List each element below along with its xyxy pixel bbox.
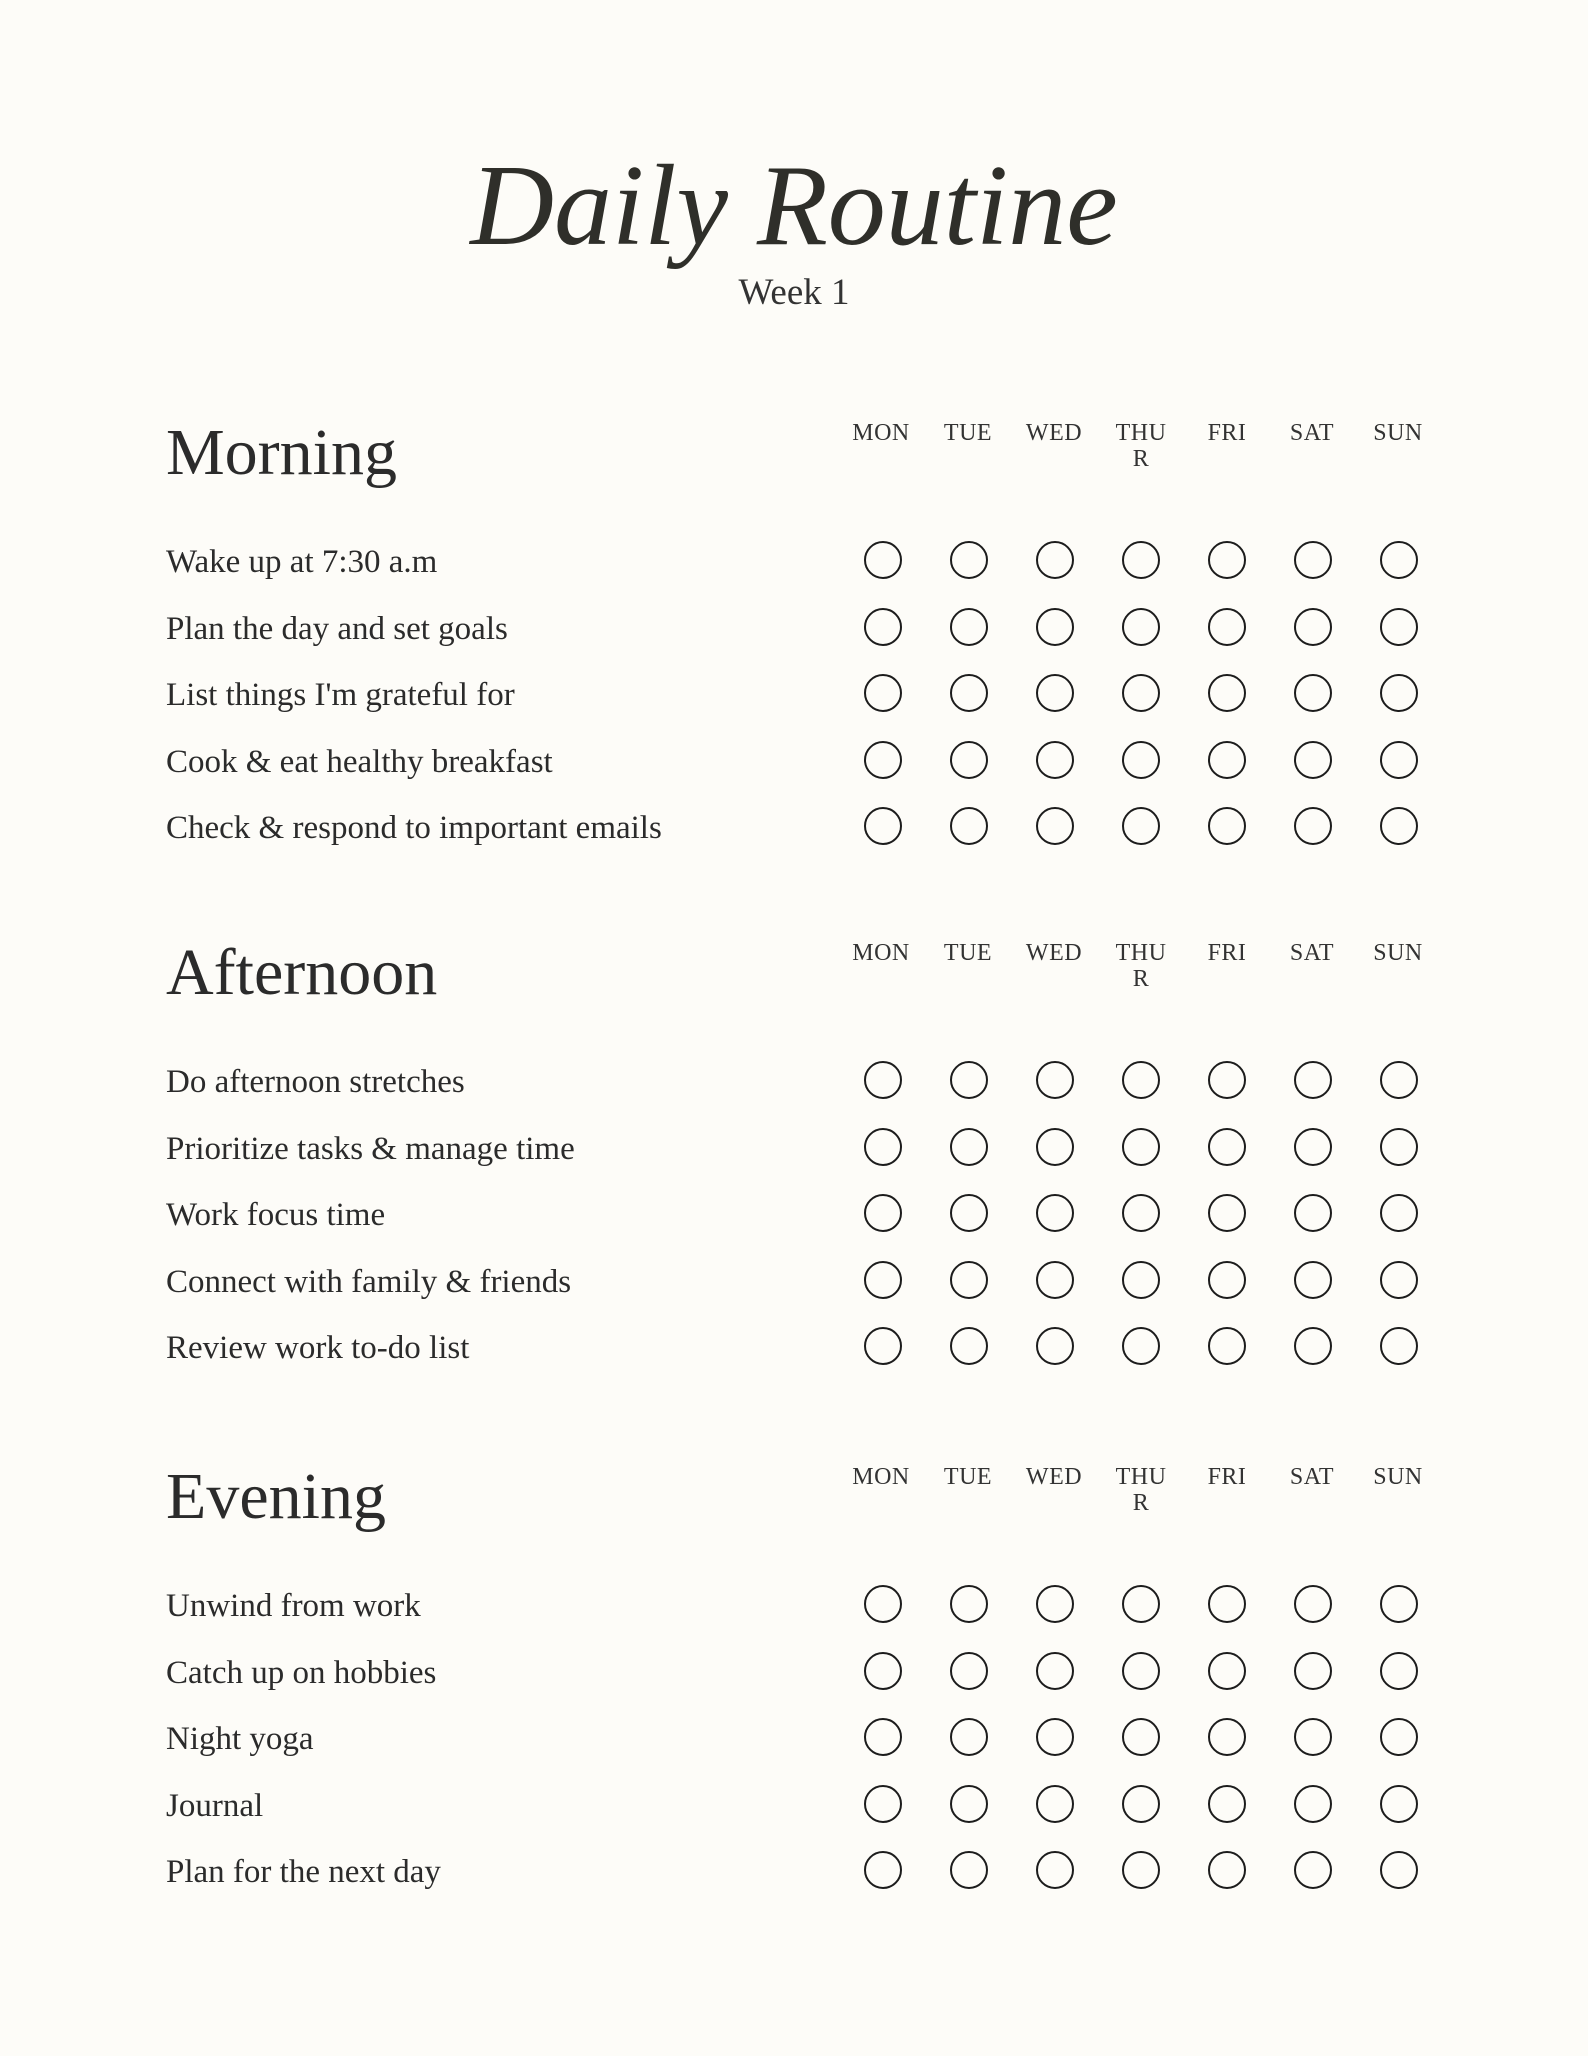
- day-label-wed: WED: [1025, 940, 1083, 966]
- day-label-sat: SAT: [1289, 1464, 1335, 1490]
- page-subtitle: Week 1: [738, 272, 850, 313]
- checkbox-thur[interactable]: [1122, 1194, 1160, 1232]
- checkbox-fri[interactable]: [1208, 1327, 1246, 1365]
- task-label: Cook & eat healthy breakfast: [166, 743, 553, 780]
- day-label-thur: THUR: [1115, 420, 1167, 472]
- day-label-thur: THUR: [1115, 940, 1167, 992]
- checkbox-sat[interactable]: [1294, 741, 1332, 779]
- checkbox-sun[interactable]: [1380, 1261, 1418, 1299]
- checkbox-fri[interactable]: [1208, 741, 1246, 779]
- checkbox-fri[interactable]: [1208, 1128, 1246, 1166]
- day-label-sun: SUN: [1373, 1464, 1423, 1490]
- checkbox-fri[interactable]: [1208, 1718, 1246, 1756]
- checkbox-sun[interactable]: [1380, 1718, 1418, 1756]
- checkbox-fri[interactable]: [1208, 674, 1246, 712]
- checkbox-tue[interactable]: [950, 1718, 988, 1756]
- checkbox-wed[interactable]: [1036, 1785, 1074, 1823]
- task-label: Prioritize tasks & manage time: [166, 1130, 575, 1167]
- task-row: [0, 596, 1588, 662]
- checkbox-tue[interactable]: [950, 1785, 988, 1823]
- checkbox-wed[interactable]: [1036, 807, 1074, 845]
- checkbox-fri[interactable]: [1208, 1194, 1246, 1232]
- task-row: [0, 1773, 1588, 1839]
- checkbox-tue[interactable]: [950, 1128, 988, 1166]
- checkbox-sat[interactable]: [1294, 1061, 1332, 1099]
- checkbox-tue[interactable]: [950, 608, 988, 646]
- task-row: [0, 1573, 1588, 1639]
- checkbox-sun[interactable]: [1380, 674, 1418, 712]
- task-row: [0, 729, 1588, 795]
- checkbox-mon[interactable]: [864, 1718, 902, 1756]
- checkbox-wed[interactable]: [1036, 1585, 1074, 1623]
- checkbox-tue[interactable]: [950, 1061, 988, 1099]
- checkbox-mon[interactable]: [864, 1128, 902, 1166]
- checkbox-sat[interactable]: [1294, 1585, 1332, 1623]
- checkbox-wed[interactable]: [1036, 1327, 1074, 1365]
- checkbox-tue[interactable]: [950, 807, 988, 845]
- checkbox-fri[interactable]: [1208, 541, 1246, 579]
- checkbox-wed[interactable]: [1036, 1261, 1074, 1299]
- checkbox-sat[interactable]: [1294, 1851, 1332, 1889]
- checkbox-wed[interactable]: [1036, 741, 1074, 779]
- checkbox-wed[interactable]: [1036, 1128, 1074, 1166]
- task-row: [0, 1116, 1588, 1182]
- day-label-sun: SUN: [1373, 420, 1423, 446]
- day-label-mon: MON: [852, 420, 910, 446]
- checkbox-wed[interactable]: [1036, 1061, 1074, 1099]
- checkbox-mon[interactable]: [864, 1261, 902, 1299]
- checkbox-sat[interactable]: [1294, 1128, 1332, 1166]
- task-label: Unwind from work: [166, 1588, 421, 1624]
- checkbox-mon[interactable]: [864, 608, 902, 646]
- checkbox-tue[interactable]: [950, 1652, 988, 1690]
- checkbox-fri[interactable]: [1208, 1652, 1246, 1690]
- day-label-sat: SAT: [1289, 940, 1335, 966]
- task-row: [0, 1839, 1588, 1905]
- checkbox-thur[interactable]: [1122, 674, 1160, 712]
- checkbox-mon[interactable]: [864, 1851, 902, 1889]
- day-label-mon: MON: [852, 940, 910, 966]
- day-label-fri: FRI: [1207, 420, 1247, 446]
- task-label: Work focus time: [166, 1197, 386, 1233]
- day-label-wed: WED: [1025, 1464, 1083, 1490]
- day-label-sat: SAT: [1289, 420, 1335, 446]
- checkbox-mon[interactable]: [864, 741, 902, 779]
- day-label-mon: MON: [852, 1464, 910, 1490]
- checkbox-sun[interactable]: [1380, 1128, 1418, 1166]
- checkbox-mon[interactable]: [864, 1327, 902, 1365]
- checkbox-mon[interactable]: [864, 674, 902, 712]
- checkbox-tue[interactable]: [950, 1851, 988, 1889]
- checkbox-tue[interactable]: [950, 541, 988, 579]
- checkbox-sun[interactable]: [1380, 741, 1418, 779]
- checkbox-sat[interactable]: [1294, 1194, 1332, 1232]
- checkbox-fri[interactable]: [1208, 1851, 1246, 1889]
- task-row: [0, 1049, 1588, 1115]
- checkbox-fri[interactable]: [1208, 1261, 1246, 1299]
- task-row: [0, 1315, 1588, 1381]
- checkbox-thur[interactable]: [1122, 541, 1160, 579]
- day-header-row: [0, 940, 1588, 1000]
- task-label: Night yoga: [166, 1721, 314, 1757]
- checkbox-sat[interactable]: [1294, 1785, 1332, 1823]
- checkbox-thur[interactable]: [1122, 1261, 1160, 1299]
- checkbox-fri[interactable]: [1208, 1061, 1246, 1099]
- checkbox-thur[interactable]: [1122, 1585, 1160, 1623]
- task-label: Catch up on hobbies: [166, 1654, 437, 1691]
- task-label: List things I'm grateful for: [166, 677, 515, 713]
- checkbox-sun[interactable]: [1380, 1327, 1418, 1365]
- task-row: [0, 529, 1588, 595]
- checkbox-sun[interactable]: [1380, 1785, 1418, 1823]
- checkbox-fri[interactable]: [1208, 807, 1246, 845]
- section-title: Morning: [166, 416, 397, 489]
- section-evening: [0, 1460, 1588, 2024]
- checkbox-thur[interactable]: [1122, 807, 1160, 845]
- day-label-thur: THUR: [1115, 1464, 1167, 1516]
- checkbox-sun[interactable]: [1380, 1652, 1418, 1690]
- checkbox-wed[interactable]: [1036, 674, 1074, 712]
- day-label-sun: SUN: [1373, 940, 1423, 966]
- checkbox-thur[interactable]: [1122, 1652, 1160, 1690]
- task-label: Review work to-do list: [166, 1330, 470, 1366]
- checkbox-tue[interactable]: [950, 1585, 988, 1623]
- checkbox-sat[interactable]: [1294, 1718, 1332, 1756]
- section-morning: [0, 416, 1588, 980]
- checkbox-wed[interactable]: [1036, 608, 1074, 646]
- checkbox-sun[interactable]: [1380, 1194, 1418, 1232]
- checkbox-sat[interactable]: [1294, 541, 1332, 579]
- task-row: [0, 1706, 1588, 1772]
- task-row: [0, 795, 1588, 861]
- day-label-fri: FRI: [1207, 940, 1247, 966]
- checkbox-thur[interactable]: [1122, 1061, 1160, 1099]
- checkbox-sat[interactable]: [1294, 1652, 1332, 1690]
- page-title: Daily Routine: [470, 142, 1118, 270]
- checkbox-sat[interactable]: [1294, 1327, 1332, 1365]
- checkbox-tue[interactable]: [950, 1194, 988, 1232]
- task-label: Plan for the next day: [166, 1854, 441, 1890]
- checkbox-sun[interactable]: [1380, 608, 1418, 646]
- checkbox-tue[interactable]: [950, 1261, 988, 1299]
- task-label: Plan the day and set goals: [166, 610, 508, 647]
- checkbox-thur[interactable]: [1122, 1327, 1160, 1365]
- day-label-tue: TUE: [943, 420, 993, 446]
- task-label: Wake up at 7:30 a.m: [166, 544, 438, 580]
- checkbox-thur[interactable]: [1122, 1718, 1160, 1756]
- task-row: [0, 1640, 1588, 1706]
- checkbox-thur[interactable]: [1122, 1851, 1160, 1889]
- checkbox-thur[interactable]: [1122, 1785, 1160, 1823]
- checkbox-sat[interactable]: [1294, 807, 1332, 845]
- checkbox-sun[interactable]: [1380, 1851, 1418, 1889]
- task-label: Connect with family & friends: [166, 1263, 572, 1300]
- day-label-tue: TUE: [943, 940, 993, 966]
- checkbox-mon[interactable]: [864, 541, 902, 579]
- checkbox-mon[interactable]: [864, 1785, 902, 1823]
- task-row: [0, 662, 1588, 728]
- checkbox-sun[interactable]: [1380, 1585, 1418, 1623]
- checkbox-tue[interactable]: [950, 741, 988, 779]
- section-afternoon: [0, 936, 1588, 1500]
- checkbox-wed[interactable]: [1036, 1718, 1074, 1756]
- checkbox-tue[interactable]: [950, 674, 988, 712]
- checkbox-fri[interactable]: [1208, 1585, 1246, 1623]
- task-row: [0, 1249, 1588, 1315]
- checkbox-fri[interactable]: [1208, 608, 1246, 646]
- checkbox-mon[interactable]: [864, 1194, 902, 1232]
- checkbox-sun[interactable]: [1380, 807, 1418, 845]
- task-label: Check & respond to important emails: [166, 810, 662, 846]
- checkbox-wed[interactable]: [1036, 1652, 1074, 1690]
- checkbox-wed[interactable]: [1036, 541, 1074, 579]
- checkbox-sat[interactable]: [1294, 1261, 1332, 1299]
- checkbox-thur[interactable]: [1122, 608, 1160, 646]
- day-label-tue: TUE: [943, 1464, 993, 1490]
- day-label-fri: FRI: [1207, 1464, 1247, 1490]
- checkbox-sun[interactable]: [1380, 541, 1418, 579]
- checkbox-thur[interactable]: [1122, 741, 1160, 779]
- checkbox-wed[interactable]: [1036, 1194, 1074, 1232]
- checkbox-sat[interactable]: [1294, 608, 1332, 646]
- day-header-row: [0, 1464, 1588, 1524]
- task-label: Journal: [166, 1787, 264, 1824]
- day-header-row: [0, 420, 1588, 480]
- checkbox-thur[interactable]: [1122, 1128, 1160, 1166]
- task-row: [0, 1182, 1588, 1248]
- checkbox-wed[interactable]: [1036, 1851, 1074, 1889]
- section-title: Afternoon: [166, 936, 438, 1009]
- checkbox-tue[interactable]: [950, 1327, 988, 1365]
- task-label: Do afternoon stretches: [166, 1064, 465, 1100]
- checkbox-mon[interactable]: [864, 807, 902, 845]
- day-label-wed: WED: [1025, 420, 1083, 446]
- checkbox-mon[interactable]: [864, 1061, 902, 1099]
- section-title: Evening: [166, 1460, 386, 1533]
- checkbox-sun[interactable]: [1380, 1061, 1418, 1099]
- checkbox-sat[interactable]: [1294, 674, 1332, 712]
- checkbox-mon[interactable]: [864, 1585, 902, 1623]
- checkbox-fri[interactable]: [1208, 1785, 1246, 1823]
- checkbox-mon[interactable]: [864, 1652, 902, 1690]
